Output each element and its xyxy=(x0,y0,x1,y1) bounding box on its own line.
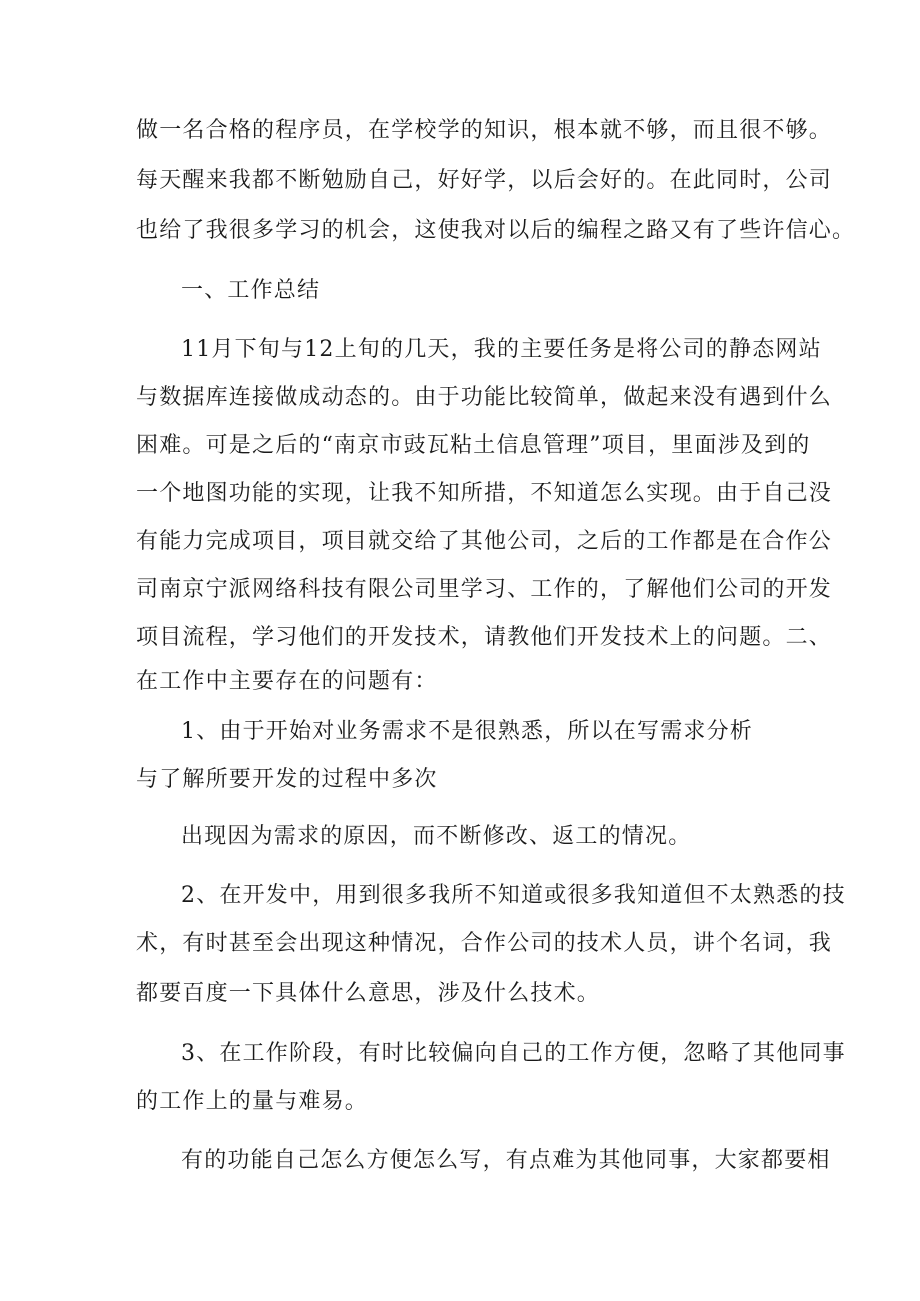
list-item-line: 都要百度一下具体什么意思，涉及什么技术。 xyxy=(136,981,601,1006)
paragraph-line: 有能力完成项目，项目就交给了其他公司，之后的工作都是在合作公 xyxy=(136,529,833,554)
paragraph-line: 11月下旬与12上旬的几天，我的主要任务是将公司的静态网站 xyxy=(181,337,822,362)
paragraph-line: 项目流程，学习他们的开发技术，请教他们开发技术上的问题。二、 xyxy=(136,625,833,650)
paragraph-line: 一个地图功能的实现，让我不知所措，不知道怎么实现。由于自己没 xyxy=(136,481,833,506)
list-item-line: 3、在工作阶段，有时比较偏向自己的工作方便，忽略了其他同事 xyxy=(181,1041,846,1066)
paragraph-line: 每天醒来我都不断勉励自己，好好学，以后会好的。在此同时，公司 xyxy=(136,168,833,193)
paragraph-line: 在工作中主要存在的问题有： xyxy=(136,669,438,694)
section-heading: 一、工作总结 xyxy=(181,278,321,303)
list-item-line: 2、在开发中，用到很多我所不知道或很多我知道但不太熟悉的技 xyxy=(181,883,846,908)
list-item-line: 1、由于开始对业务需求不是很熟悉，所以在写需求分析 xyxy=(181,719,753,744)
paragraph-line: 也给了我很多学习的机会，这使我对以后的编程之路又有了些许信心。 xyxy=(136,218,856,243)
list-item-line: 术，有时甚至会出现这种情况，合作公司的技术人员，讲个名词，我 xyxy=(136,931,833,956)
list-item-line: 的工作上的量与难易。 xyxy=(136,1089,369,1114)
paragraph-line: 困难。可是之后的“南京市豉瓦粘土信息管理”项目，里面涉及到的 xyxy=(136,433,811,458)
paragraph-line: 与数据库连接做成动态的。由于功能比较简单，做起来没有遇到什么 xyxy=(136,385,833,410)
list-item-line: 与了解所要开发的过程中多次 xyxy=(136,767,438,792)
paragraph-line: 出现因为需求的原因，而不断修改、返工的情况。 xyxy=(181,824,692,849)
paragraph-line: 有的功能自己怎么方便怎么写，有点难为其他同事，大家都要相 xyxy=(181,1148,831,1173)
paragraph-line: 做一名合格的程序员，在学校学的知识，根本就不够，而且很不够。 xyxy=(136,118,833,143)
paragraph-line: 司南京宁派网络科技有限公司里学习、工作的，了解他们公司的开发 xyxy=(136,577,833,602)
